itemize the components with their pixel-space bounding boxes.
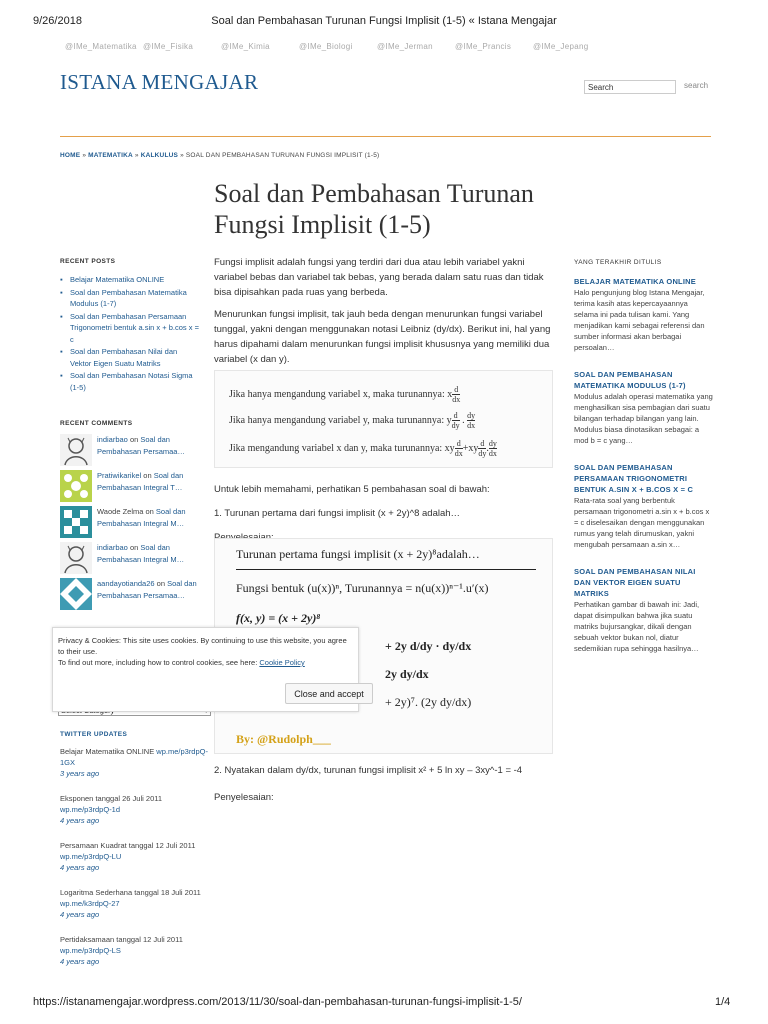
tweet-text: Eksponen tanggal 26 Juli 2011	[60, 794, 163, 803]
frac-den: dy	[451, 421, 460, 430]
formula-text: Jika hanya mengandung variabel y, maka turunannya: y	[229, 414, 452, 426]
tweet-item	[60, 840, 210, 873]
formula-line: Jika mengandung variabel x dan y, maka turunannya: xy $\frac{d}{dx}$ +xy $\frac{d}{dy}$ . $\frac{dy}{dx}$	[229, 439, 497, 458]
list-item	[60, 274, 200, 286]
close-and-accept-button[interactable]: Close and accept	[285, 683, 373, 704]
recent-post-link[interactable]: Soal dan Pembahasan Nilai dan Vektor Eigen Suatu Matriks	[70, 347, 178, 368]
right-post-title[interactable]: SOAL DAN PEMBAHASAN MATEMATIKA MODULUS (1-7)	[574, 370, 686, 390]
comment-item	[60, 542, 200, 574]
top-link[interactable]: @IMe_Kimia	[221, 42, 270, 51]
right-sidebar-list	[574, 276, 714, 670]
tweet-time[interactable]: 4 years ago	[60, 863, 100, 872]
frac-num: d	[480, 439, 485, 448]
top-link[interactable]: @IMe_Fisika	[143, 42, 194, 51]
tweet-link[interactable]: wp.me/p3rdpQ-LS	[60, 946, 121, 955]
bullet-icon: ▪	[60, 311, 63, 321]
right-post-title[interactable]: SOAL DAN PEMBAHASAN PERSAMAAN TRIGONOMETRI BENTUK A.SIN X + B.COS X = C	[574, 463, 694, 494]
comment-item	[60, 470, 200, 502]
comment-item	[60, 506, 200, 538]
divider	[236, 569, 536, 570]
recent-comments-list	[60, 434, 200, 614]
twitter-heading[interactable]: TWITTER UPDATES	[60, 731, 128, 738]
tweet-text: Persamaan Kuadrat tanggal 12 Juli 2011	[60, 841, 196, 850]
breadcrumb-kalkulus[interactable]: KALKULUS	[140, 152, 179, 159]
list-item	[574, 276, 714, 353]
tweet-item	[60, 746, 210, 779]
comment-item	[60, 434, 200, 466]
comment-author[interactable]: aandayotianda26	[97, 579, 155, 588]
cookie-banner	[52, 627, 364, 712]
frac-num: d	[456, 439, 461, 448]
frac-den: dx	[488, 449, 497, 458]
top-link[interactable]: @IMe_Jepang	[533, 42, 589, 51]
fraction	[478, 439, 486, 458]
fraction	[452, 385, 460, 404]
list-item	[60, 311, 200, 346]
list-item	[574, 462, 714, 550]
list-item	[574, 369, 714, 446]
post-paragraph: Menurunkan fungsi implisit, tak jauh beda dengan menurunkan fungsi variabel tunggal, yakni dengan menggunakan notasi Leibniz (dy/dx). Berikut ini, hal yang harus dipahami dalam menurunkan fungsi implisit khususnya yang memiliki dua variabel (x dan y).	[214, 309, 551, 365]
comment-author[interactable]: indiarbao	[97, 435, 128, 444]
fraction	[455, 439, 463, 458]
formula-line: Fungsi bentuk (u(x))ⁿ, Turunannya = n(u(x))ⁿ⁻¹.u′(x)	[236, 581, 489, 595]
formula-line: + 2y)⁷. (2y dy/dx)	[385, 695, 472, 709]
frac-num: dy	[488, 439, 497, 448]
right-post-title[interactable]: SOAL DAN PEMBAHASAN NILAI DAN VEKTOR EIGEN SUATU MATRIKS	[574, 567, 696, 598]
comment-post-link[interactable]: Soal dan Pembahasan Persamaa…	[97, 579, 197, 600]
frac-num: d	[453, 411, 458, 420]
avatar[interactable]	[60, 578, 92, 610]
post-paragraph: 2. Nyatakan dalam dy/dx, turunan fungsi implisit x² + 5 ln xy – 3xy^-1 = -4	[214, 765, 523, 776]
formula-line: + 2y d/dy · dy/dx	[385, 639, 472, 653]
post-content-3	[214, 763, 554, 817]
frac-den: dx	[467, 421, 476, 430]
print-date: 9/26/2018	[33, 15, 82, 27]
comment-on: on	[127, 435, 141, 444]
bullet-icon: ▪	[60, 371, 63, 380]
print-page-number: 1/4	[715, 996, 731, 1008]
recent-post-link[interactable]: Soal dan Pembahasan Matematika Modulus (1-7)	[70, 287, 187, 308]
recent-comments-heading: RECENT COMMENTS	[60, 420, 133, 427]
tweet-link[interactable]: wp.me/p3rdpQ-LU	[60, 852, 122, 861]
tweet-time[interactable]: 3 years ago	[60, 769, 100, 778]
frac-num: d	[454, 385, 459, 394]
post-paragraph: Fungsi implisit adalah fungsi yang terdiri dari dua atau lebih variabel yakni variabel bebas dan variabel tak bebas, yang berada dalam satu ruas dan tidak bisa dipisahkan pada ruas yang berbeda.	[214, 257, 544, 298]
breadcrumb-current: SOAL DAN PEMBAHASAN TURUNAN FUNGSI IMPLISIT (1-5)	[185, 152, 380, 159]
top-links	[65, 42, 611, 51]
tweet-link[interactable]: wp.me/k3rdpQ-27	[60, 899, 120, 908]
avatar[interactable]	[60, 506, 92, 538]
comment-post-link[interactable]: Soal dan Pembahasan Integral T…	[97, 471, 184, 492]
comment-author[interactable]: indiarbao	[97, 543, 128, 552]
comment-post-link[interactable]: Soal dan Pembahasan Integral M…	[97, 543, 185, 564]
tweet-text: Belajar Matematika ONLINE	[60, 747, 157, 756]
formula-text: Jika mengandung variabel x dan y, maka turunannya: xy	[229, 442, 455, 454]
cookie-text-more: To find out more, including how to control cookies, see here:	[58, 658, 260, 667]
recent-post-link[interactable]: Soal dan Pembahasan Persamaan Trigonometri bentuk a.sin x + b.cos x = c	[70, 311, 199, 344]
frac-den: dx	[452, 395, 461, 404]
cookie-text-2	[58, 657, 353, 668]
right-post-excerpt: Halo pengunjung blog Istana Mengajar, terima kasih atas kepercayaannya selama ini pada tulisan kami. Yang menjadikan kami sebagai referensi dan sumber informasi akan berbagai persoalan…	[574, 288, 705, 352]
frac-num: dy	[467, 411, 476, 420]
tweet-link[interactable]: wp.me/p3rdpQ-1GX	[60, 747, 208, 767]
formula-text: Jika hanya mengandung variabel x, maka turunannya: x	[229, 388, 453, 400]
comment-post-link[interactable]: Soal dan Pembahasan Persamaa…	[97, 435, 185, 456]
post-content	[214, 255, 554, 374]
comment-author: Waode Zelma	[97, 507, 144, 516]
print-url: https://istanamengajar.wordpress.com/2013/11/30/soal-dan-pembahasan-turunan-fungsi-implisit-1-5/	[33, 996, 522, 1008]
frac-den: dx	[454, 449, 463, 458]
cookie-policy-link[interactable]: Cookie Policy	[259, 658, 305, 667]
list-item	[574, 566, 714, 654]
comment-on: on	[143, 507, 156, 516]
avatar[interactable]	[60, 434, 92, 466]
bullet-icon: ▪	[60, 347, 63, 356]
recent-posts-heading: RECENT POSTS	[60, 258, 116, 265]
post-title: Soal dan Pembahasan Turunan Fungsi Implisit (1-5)	[214, 179, 534, 239]
post-paragraph: Untuk lebih memahami, perhatikan 5 pembahasan soal di bawah:	[214, 484, 490, 495]
comment-on: on	[127, 543, 141, 552]
formula-line: f(x, y) = (x + 2y)⁸	[236, 611, 321, 625]
avatar[interactable]	[60, 470, 92, 502]
top-link[interactable]: @IMe_Jerman	[377, 42, 433, 51]
breadcrumb-sep: »	[132, 152, 141, 159]
tweet-text: Logaritma Sederhana tanggal 18 Juli 2011	[60, 888, 201, 897]
formula-line	[229, 385, 460, 404]
bullet-icon: ▪	[60, 287, 63, 297]
print-title: Soal dan Pembahasan Turunan Fungsi Implisit (1-5) « Istana Mengajar	[211, 15, 557, 27]
list-item	[60, 287, 200, 310]
post-paragraph: 1. Turunan pertama dari fungsi implisit (x + 2y)^8 adalah…	[214, 508, 461, 519]
formula-line: Jika hanya mengandung variabel y, maka turunannya: y $\frac{d}{dy}$ . $\frac{dy}{dx}$	[229, 411, 476, 430]
fraction	[452, 411, 460, 430]
top-link[interactable]: @IMe_Matematika	[65, 42, 137, 51]
image-byline: By: @Rudolph___	[236, 732, 331, 746]
tweet-time[interactable]: 4 years ago	[60, 816, 100, 825]
site-title[interactable]: ISTANA MENGAJAR	[60, 70, 259, 94]
breadcrumb	[60, 152, 379, 159]
breadcrumb-home[interactable]: HOME	[60, 152, 81, 159]
avatar[interactable]	[60, 542, 92, 574]
post-paragraph: Penyelesaian:	[214, 792, 274, 803]
tweet-text: Pertidaksamaan tanggal 12 Juli 2011	[60, 935, 183, 944]
bullet-icon: ▪	[60, 275, 63, 284]
formula-line: Turunan pertama fungsi implisit (x + 2y)⁸adalah…	[236, 547, 480, 561]
tweets-list	[60, 746, 210, 981]
cookie-text: Privacy & Cookies: This site uses cookies. By continuing to use this website, you agree to their use.	[58, 636, 347, 656]
tweet-item	[60, 793, 210, 826]
right-post-excerpt: Perhatikan gambar di bawah ini: Jadi, dapat disimpulkan bahwa jika suatu matriks bujursangkar, dikali dengan sebuah vektor bukan nol, diatur sedemikian rupa sehingga hasilnya…	[574, 600, 700, 653]
fraction	[467, 411, 475, 430]
recent-post-link[interactable]: Belajar Matematika ONLINE	[70, 275, 165, 284]
search-button[interactable]: search	[684, 81, 709, 90]
formula-image-rules	[214, 370, 553, 468]
list-item	[60, 370, 200, 393]
right-post-excerpt: Rata-rata soal yang berbentuk persamaan trigonometri a.sin x + b.cos x = c diselesaikan dengan menggunakan rumus yang telah dirumuskan, yakni mengubah persamaan a.sin x…	[574, 496, 710, 549]
comment-on: on	[154, 579, 168, 588]
breadcrumb-sep: »	[80, 152, 89, 159]
comment-item	[60, 578, 200, 610]
recent-posts-list	[60, 274, 200, 394]
top-link[interactable]: @IMe_Biologi	[299, 42, 353, 51]
comment-author[interactable]: Pratiwikarikel	[97, 471, 142, 480]
search-input[interactable]	[584, 80, 676, 94]
tweet-time[interactable]: 4 years ago	[60, 910, 100, 919]
formula-line: 2y dy/dx	[385, 667, 429, 681]
tweet-item	[60, 934, 210, 967]
tweet-item	[60, 887, 210, 920]
top-link[interactable]: @IMe_Prancis	[455, 42, 512, 51]
fraction	[489, 439, 497, 458]
comment-on: on	[141, 471, 154, 480]
right-post-excerpt: Modulus adalah operasi matematika yang menghasilkan sisa pembagian dari suatu bilangan terhadap bilangan yang lain. Modulus biasa dinotasikan sebagai: a mod b = c yang…	[574, 392, 713, 445]
comment-post-link[interactable]: Soal dan Pembahasan Integral M…	[97, 507, 186, 528]
list-item	[60, 346, 200, 369]
frac-den: dy	[478, 449, 487, 458]
right-sidebar-heading: YANG TERAKHIR DITULIS	[574, 259, 662, 266]
breadcrumb-matematika[interactable]: MATEMATIKA	[88, 152, 133, 159]
right-post-title[interactable]: BELAJAR MATEMATIKA ONLINE	[574, 277, 696, 286]
breadcrumb-sep: »	[178, 152, 186, 159]
tweet-time[interactable]: 4 years ago	[60, 957, 100, 966]
recent-post-link[interactable]: Soal dan Pembahasan Notasi Sigma (1-5)	[70, 371, 193, 392]
header-divider	[60, 136, 711, 137]
tweet-link[interactable]: wp.me/p3rdpQ-1d	[60, 805, 121, 814]
